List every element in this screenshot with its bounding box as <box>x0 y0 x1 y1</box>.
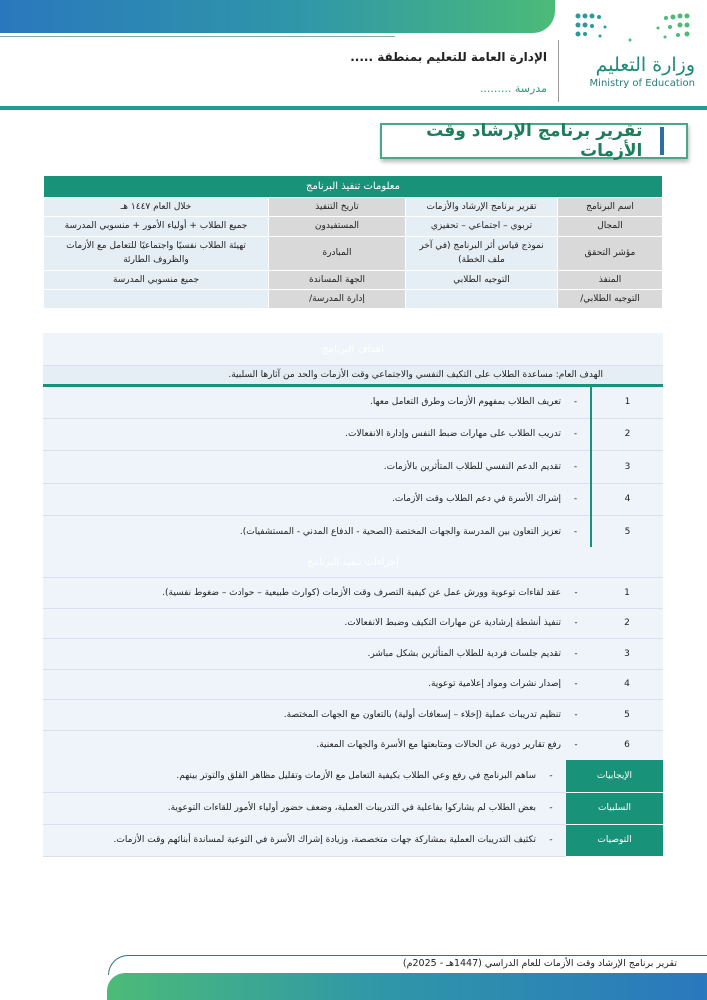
evaluation-text: بعض الطلاب لم يشاركوا بفاعلية في التدريبات العملية، وضعف حضور أولياء الأمور للقاءات التوعوية. <box>43 792 536 824</box>
row-number: 5 <box>591 700 663 731</box>
info-label: المنفذ <box>558 270 663 289</box>
row-number: 3 <box>591 451 663 484</box>
row-number: 4 <box>591 669 663 700</box>
program-info-table <box>43 175 663 309</box>
objective-text: تدريب الطلاب على مهارات ضبط النفس وإدارة الانفعالات. <box>43 418 561 451</box>
objective-text: إشراك الأسرة في دعم الطلاب وقت الأزمات. <box>43 483 561 516</box>
evaluation-label: التوصيات <box>566 824 663 856</box>
info-value: التوجيه الطلابي <box>406 270 558 289</box>
objectives-heading: اهداف البرنامج <box>43 333 663 366</box>
objective-row <box>43 386 663 419</box>
school-label: مدرسة ......... <box>479 82 547 95</box>
report-title: تقرير برنامج الإرشاد وقت الأزمات <box>426 121 643 161</box>
bullet-dash: - <box>561 608 591 639</box>
bullet-dash: - <box>561 730 591 761</box>
info-heading: معلومات تنفيذ البرنامج <box>44 176 663 198</box>
bullet-dash: - <box>561 386 591 419</box>
procedure-row <box>43 730 663 761</box>
procedure-text: رفع تقارير دورية عن الحالات ومتابعتها مع الأسرة والجهات المعنية. <box>43 730 561 761</box>
info-value: نموذج قياس أثر البرنامج (في آخر ملف الخطة) <box>406 236 558 270</box>
evaluation-row <box>43 792 663 824</box>
info-label: مؤشر التحقق <box>558 236 663 270</box>
info-value: تهيئة الطلاب نفسيًا واجتماعيًا للتعامل مع الأزمات والظروف الطارئة <box>44 236 269 270</box>
row-number: 5 <box>591 516 663 549</box>
report-title-box <box>380 123 688 159</box>
evaluation-text: تكثيف التدريبات العملية بمشاركة جهات متخصصة، وزيادة إشراك الأسرة في التوعية لمساندة أبنائهم وقت الأزمات. <box>43 824 536 856</box>
procedure-text: تنظيم تدريبات عملية (إخلاء – إسعافات أولية) بالتعاون مع الجهات المختصة. <box>43 700 561 731</box>
evaluation-label: الإيجابيات <box>566 760 663 792</box>
objective-row <box>43 451 663 484</box>
procedures-heading: إجراءات تنفيذ البرنامج <box>43 547 663 578</box>
procedure-row <box>43 608 663 639</box>
info-label: اسم البرنامج <box>558 198 663 217</box>
footer-gradient-bar <box>107 973 707 1000</box>
bullet-dash: - <box>536 792 566 824</box>
info-value: تقرير برنامج الإرشاد والأزمات <box>406 198 558 217</box>
bullet-dash: - <box>561 451 591 484</box>
bullet-dash: - <box>561 700 591 731</box>
row-number: 6 <box>591 730 663 761</box>
info-label: المستفيدون <box>269 217 406 236</box>
info-value: تربوي – اجتماعي – تحفيزي <box>406 217 558 236</box>
row-number: 4 <box>591 483 663 516</box>
ministry-name-ar: وزارة التعليم <box>595 54 695 76</box>
objective-text: تعريف الطلاب بمفهوم الأزمات وطرق التعامل معها. <box>43 386 561 419</box>
bullet-dash: - <box>561 418 591 451</box>
row-number: 2 <box>591 418 663 451</box>
bullet-dash: - <box>561 578 591 609</box>
procedure-text: تنفيذ أنشطة إرشادية عن مهارات التكيف وضبط الانفعالات. <box>43 608 561 639</box>
title-accent <box>660 127 664 155</box>
general-goal: الهدف العام: مساعدة الطلاب على التكيف النفسي والاجتماعي وقت الأزمات والحد من آثارها السلبية. <box>43 366 663 386</box>
row-number: 2 <box>591 608 663 639</box>
info-row <box>44 198 663 217</box>
info-label: إدارة المدرسة/ <box>269 289 406 308</box>
objective-text: تعزيز التعاون بين المدرسة والجهات المختصة (الصحية - الدفاع المدني - المستشفيات). <box>43 516 561 549</box>
procedure-row <box>43 639 663 670</box>
info-row <box>44 236 663 270</box>
header-rule <box>0 106 707 110</box>
header-gradient-bar <box>0 0 555 33</box>
header-divider <box>0 36 395 37</box>
row-number: 3 <box>591 639 663 670</box>
procedures-table <box>43 547 663 761</box>
bullet-dash: - <box>561 483 591 516</box>
procedure-row <box>43 578 663 609</box>
evaluation-row <box>43 760 663 792</box>
evaluation-label: السلبيات <box>566 792 663 824</box>
ministry-logo <box>570 10 695 100</box>
info-value: جميع الطلاب + أولياء الأمور + منسوبي المدرسة <box>44 217 269 236</box>
bullet-dash: - <box>561 516 591 549</box>
objective-row <box>43 516 663 549</box>
info-label: تاريخ التنفيذ <box>269 198 406 217</box>
info-label: الجهة المساندة <box>269 270 406 289</box>
procedure-text: إصدار نشرات ومواد إعلامية توعوية. <box>43 669 561 700</box>
procedure-text: تقديم جلسات فردية للطلاب المتأثرين بشكل مباشر. <box>43 639 561 670</box>
header-separator <box>558 40 559 102</box>
objectives-table <box>43 333 663 549</box>
info-value: جميع منسوبي المدرسة <box>44 270 269 289</box>
bullet-dash: - <box>561 639 591 670</box>
info-value <box>406 289 558 308</box>
evaluation-table <box>43 760 663 857</box>
bullet-dash: - <box>561 669 591 700</box>
info-label: المجال <box>558 217 663 236</box>
footer-text: تقرير برنامج الإرشاد وقت الأزمات للعام الدراسي (1447هـ - 2025م) <box>402 958 677 969</box>
bullet-dash: - <box>536 760 566 792</box>
procedure-row <box>43 700 663 731</box>
objective-row <box>43 418 663 451</box>
objective-text: تقديم الدعم النفسي للطلاب المتأثرين بالأزمات. <box>43 451 561 484</box>
row-number: 1 <box>591 386 663 419</box>
row-number: 1 <box>591 578 663 609</box>
info-value <box>44 289 269 308</box>
bullet-dash: - <box>536 824 566 856</box>
evaluation-text: ساهم البرنامج في رفع وعي الطلاب بكيفية التعامل مع الأزمات وتقليل مظاهر القلق والتوتر بينهم. <box>43 760 536 792</box>
ministry-name-en: Ministry of Education <box>589 78 695 89</box>
logo-dots-icon <box>570 10 695 50</box>
procedure-row <box>43 669 663 700</box>
info-label: المبادرة <box>269 236 406 270</box>
info-row <box>44 289 663 308</box>
info-label: التوجيه الطلابي/ <box>558 289 663 308</box>
procedure-text: عقد لقاءات توعوية وورش عمل عن كيفية التصرف وقت الأزمات (كوارث طبيعية – حوادث – ضغوط نفسية). <box>43 578 561 609</box>
info-row <box>44 270 663 289</box>
evaluation-row <box>43 824 663 856</box>
directorate-label: الإدارة العامة للتعليم بمنطقة ..... <box>350 50 547 64</box>
objective-row <box>43 483 663 516</box>
info-row <box>44 217 663 236</box>
info-value: خلال العام ١٤٤٧ هـ <box>44 198 269 217</box>
